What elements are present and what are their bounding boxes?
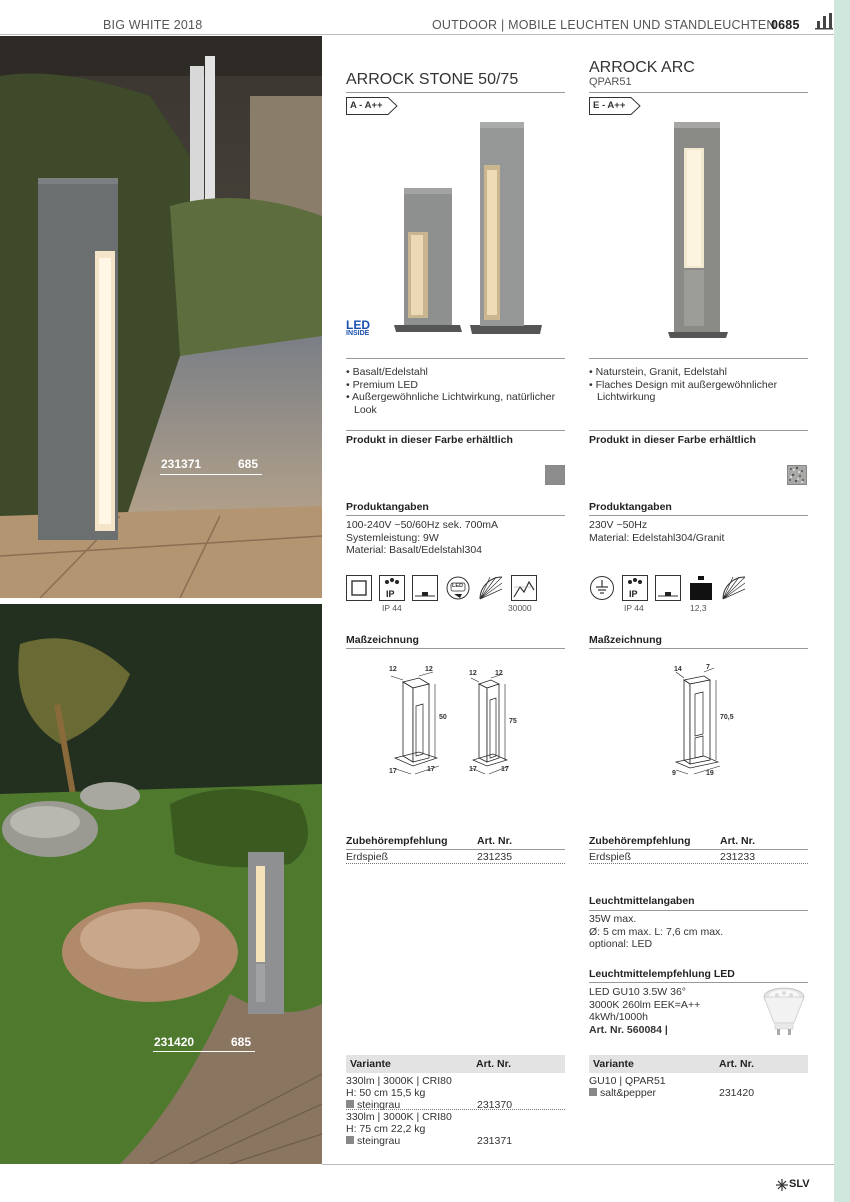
- arc-variant-1-color: salt&pepper: [589, 1087, 666, 1099]
- arc-color-heading: Produkt in dieser Farbe erhältlich: [589, 434, 756, 446]
- stone-bullets-rule: [346, 358, 565, 359]
- ip-rating-icon: [622, 575, 648, 601]
- photo-top-rule: [160, 474, 262, 475]
- arc-led-rec-3: 4kWh/1000h: [589, 1011, 648, 1023]
- outdoor-lamp-icon: [814, 12, 834, 30]
- arc-lamp-heading: Leuchtmittelangaben: [589, 895, 695, 907]
- stone-b-dim-b2: 17: [501, 766, 509, 773]
- arc-icon-row: [589, 575, 808, 601]
- arc-acc-item-art: 231233: [720, 851, 756, 863]
- led-dimmer-icon: [445, 575, 471, 601]
- arc-dim-top1: 14: [674, 666, 682, 673]
- stone-acc-item-art: 231235: [477, 851, 513, 863]
- arc-title-rule: [589, 92, 808, 93]
- stone-color-heading: Produkt in dieser Farbe erhältlich: [346, 434, 513, 446]
- stone-variant-1-color: steingrau: [346, 1099, 452, 1111]
- photo-top-page: 685: [238, 457, 259, 471]
- arc-spec-1: 230V ~50Hz: [589, 519, 648, 531]
- arc-product-title: ARROCK ARC: [589, 59, 695, 76]
- arc-spec-2: Material: Edelstahl304/Granit: [589, 531, 725, 544]
- slv-star-icon: [776, 1179, 788, 1191]
- stone-acc-item-name: Erdspieß: [346, 851, 389, 863]
- svg-text:IP: IP: [629, 589, 638, 599]
- arc-spec-heading: Produktangaben: [589, 501, 672, 513]
- ip-rating-icon: [379, 575, 405, 601]
- stone-bullet-2: • Premium LED: [346, 378, 418, 391]
- stone-acc-rule: [346, 849, 565, 850]
- stone-variant-2: [346, 1111, 452, 1147]
- stone-spec-2: Systemleistung: 9W: [346, 531, 439, 544]
- slv-brand-text: SLV: [789, 1178, 810, 1190]
- stone-specs: [346, 519, 498, 557]
- stone-b-dim-b1: 17: [469, 766, 477, 773]
- arc-variant-1: [589, 1075, 666, 1099]
- stone-a-dim-b2: 17: [427, 766, 435, 773]
- arc-variant-1-line1: GU10 | QPAR51: [589, 1075, 666, 1087]
- stone-acc-heading: Zubehörempfehlung: [346, 835, 448, 847]
- photo-bottom-page: 685: [231, 1035, 252, 1049]
- stone-ip-label: IP 44: [382, 603, 402, 613]
- arc-lamp-spec-3: optional: LED: [589, 938, 653, 950]
- photo-arrock-stone: [0, 36, 322, 598]
- stone-variant-dotline: [346, 1109, 565, 1110]
- stone-drawing-50: [385, 666, 455, 778]
- steingrau-square-icon: [346, 1136, 354, 1144]
- arc-drawing: [668, 664, 740, 780]
- stone-energy-label: A - A++: [350, 100, 383, 111]
- arc-lamp-rule: [589, 910, 808, 911]
- chapter-color-bar: [834, 0, 850, 1202]
- stone-color-rule: [346, 430, 565, 431]
- arc-variant-heading: Variante: [593, 1058, 634, 1070]
- section-title: OUTDOOR | MOBILE LEUCHTEN UND STANDLEUCHTEN: [432, 18, 776, 32]
- arc-acc-heading: Zubehörempfehlung: [589, 835, 691, 847]
- arc-drawing-heading: Maßzeichnung: [589, 634, 662, 646]
- arc-led-rec-2: 3000K 260lm EEK=A++: [589, 998, 701, 1011]
- arc-dim-top2: 7: [706, 664, 710, 671]
- stone-variant-1-line2: H: 50 cm 15,5 kg: [346, 1087, 426, 1099]
- earth-protection-icon: [589, 575, 615, 601]
- page-number: 0685: [771, 18, 800, 32]
- stone-variant-1-line1: 330lm | 3000K | CRI80: [346, 1075, 452, 1087]
- header-rule: [0, 34, 834, 35]
- stone-variant-art-heading: Art. Nr.: [476, 1058, 512, 1070]
- stone-drawing-75: [467, 670, 527, 778]
- lifetime-hours-icon: [511, 575, 537, 601]
- stone-acc-dotline: [346, 863, 565, 864]
- stone-spec-rule: [346, 515, 565, 516]
- led-inside-label: INSIDE: [346, 330, 370, 337]
- arc-bullet-2: • Flaches Design mit außergewöhnlicher Lichtwirkung: [589, 378, 778, 403]
- stone-variant-2-color: steingrau: [346, 1135, 452, 1147]
- stone-bullets: [346, 366, 565, 416]
- stone-a-dim-b1: 17: [389, 768, 397, 775]
- steingrau-square-icon: [346, 1100, 354, 1108]
- arc-energy-badge: [589, 97, 641, 115]
- arc-led-rec-rule: [589, 982, 808, 983]
- stone-product-title: ARROCK STONE 50/75: [346, 71, 519, 88]
- svg-text:LED: LED: [346, 318, 370, 330]
- stone-color-swatch: [545, 465, 565, 485]
- arc-dim-height: 70,5: [720, 714, 734, 721]
- arc-led-rec-heading: Leuchtmittelempfehlung LED: [589, 968, 735, 980]
- photo-top-code: 231371: [161, 457, 202, 471]
- arc-lamp-spec-2: Ø: 5 cm max. L: 7,6 cm max.: [589, 925, 724, 938]
- arc-bullet-1: • Naturstein, Granit, Edelstahl: [589, 366, 727, 378]
- stone-a-dim-height: 50: [439, 714, 447, 721]
- arc-product-image: [662, 120, 732, 340]
- stone-variant-1: [346, 1075, 452, 1111]
- stone-hours-label: 30000: [508, 603, 532, 613]
- arc-variant-1-art: 231420: [719, 1087, 755, 1099]
- photo-bottom-rule: [153, 1051, 255, 1052]
- arc-weight-label: 12,3: [690, 603, 707, 613]
- weight-icon: [688, 575, 714, 601]
- salt-pepper-square-icon: [589, 1088, 597, 1096]
- stone-variant-2-art: 231371: [477, 1135, 513, 1147]
- arc-dim-b2: 19: [706, 770, 714, 777]
- stone-variant-1-art: 231370: [477, 1099, 513, 1111]
- gu10-bulb-image: [760, 985, 808, 1037]
- stone-spec-heading: Produktangaben: [346, 501, 429, 513]
- arc-acc-art-heading: Art. Nr.: [720, 835, 756, 847]
- led-inside-icon: [346, 318, 372, 338]
- stone-energy-badge: [346, 97, 398, 115]
- stone-bullet-1: • Basalt/Edelstahl: [346, 366, 428, 378]
- arc-color-swatch: [787, 465, 807, 485]
- arc-energy-label: E - A++: [593, 100, 626, 111]
- photo-arrock-arc: [0, 604, 322, 1164]
- arc-spec-rule: [589, 515, 808, 516]
- footer-rule: [322, 1164, 834, 1165]
- stone-acc-art-heading: Art. Nr.: [477, 835, 513, 847]
- stone-b-dim-top2: 12: [495, 670, 503, 677]
- arc-led-rec: [589, 986, 700, 1036]
- catalog-title: BIG WHITE 2018: [103, 18, 203, 32]
- arc-specs: [589, 519, 724, 544]
- stone-variant-heading: Variante: [350, 1058, 391, 1070]
- stone-b-dim-top1: 12: [469, 670, 477, 677]
- arc-variant-art-heading: Art. Nr.: [719, 1058, 755, 1070]
- stone-bullet-3: • Außergewöhnliche Lichtwirkung, natürlicher Look: [346, 391, 556, 416]
- protection-class-icon: [346, 575, 372, 601]
- arc-drawing-rule: [589, 648, 808, 649]
- photo-bottom-code: 231420: [154, 1035, 195, 1049]
- arc-bullets: [589, 366, 808, 404]
- beam-angle-icon: [478, 575, 504, 601]
- surface-mount-icon: [655, 575, 681, 601]
- arc-led-rec-art: Art. Nr. 560084 |: [589, 1023, 668, 1036]
- stone-product-image: [392, 120, 542, 335]
- arc-color-rule: [589, 430, 808, 431]
- stone-spec-1: 100-240V ~50/60Hz sek. 700mA: [346, 519, 499, 531]
- arc-acc-item-name: Erdspieß: [589, 851, 632, 863]
- stone-a-dim-top2: 12: [425, 666, 433, 673]
- arc-lamp-specs: [589, 913, 723, 951]
- arc-led-rec-1: LED GU10 3.5W 36°: [589, 986, 686, 998]
- stone-b-dim-height: 75: [509, 718, 517, 725]
- arc-acc-rule: [589, 849, 808, 850]
- stone-variant-2-line1: 330lm | 3000K | CRI80: [346, 1111, 452, 1123]
- svg-text:IP: IP: [386, 589, 395, 599]
- arc-ip-label: IP 44: [624, 603, 644, 613]
- arc-acc-dotline: [589, 863, 808, 864]
- stone-title-rule: [346, 92, 565, 93]
- led-icon-label: LED: [452, 583, 463, 589]
- arc-product-subtitle: QPAR51: [589, 76, 632, 88]
- stone-variant-2-line2: H: 75 cm 22,2 kg: [346, 1123, 426, 1135]
- arc-dim-b1: 9: [672, 770, 676, 777]
- arc-lamp-spec-1: 35W max.: [589, 913, 637, 925]
- stone-icon-row: [346, 575, 565, 601]
- beam-angle-icon: [721, 575, 747, 601]
- slv-logo: [776, 1178, 816, 1192]
- stone-drawing-rule: [346, 648, 565, 649]
- surface-mount-icon: [412, 575, 438, 601]
- stone-a-dim-top1: 12: [389, 666, 397, 673]
- arc-bullets-rule: [589, 358, 808, 359]
- stone-drawing-heading: Maßzeichnung: [346, 634, 419, 646]
- stone-spec-3: Material: Basalt/Edelstahl304: [346, 544, 482, 556]
